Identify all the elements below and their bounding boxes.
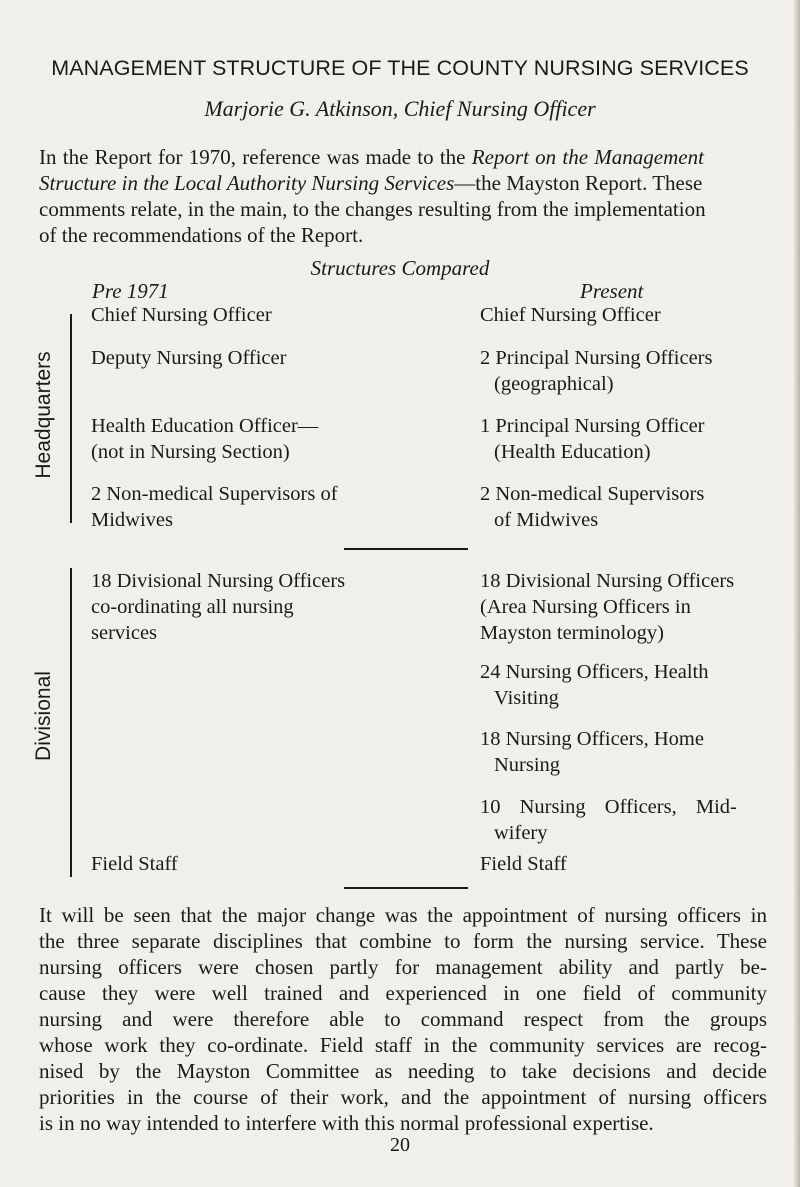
- page-number: 20: [390, 1134, 410, 1156]
- page-edge-shadow: [793, 0, 800, 1187]
- pre-health-education-officer: Health Education Officer— (not in Nursing Section): [91, 415, 319, 463]
- pre-supervisors-midwives: 2 Non-medical Supervisors of Midwives: [91, 483, 338, 531]
- table-end-rule: [344, 887, 468, 889]
- divisional-bracket-line: [70, 568, 72, 877]
- present-supervisors-midwives: 2 Non-medical Supervisors of Midwives: [480, 483, 705, 531]
- section-label-divisional: Divisional: [32, 671, 55, 761]
- section-label-headquarters: Headquarters: [32, 351, 55, 479]
- pre-field-staff: Field Staff: [91, 853, 178, 875]
- present-nursing-officers-midwifery: 10 Nursing Officers, Mid- wifery: [480, 796, 737, 844]
- author-line: Marjorie G. Atkinson, Chief Nursing Officer: [204, 96, 596, 121]
- present-principal-health-education: 1 Principal Nursing Officer (Health Education): [480, 415, 705, 463]
- table-caption: Structures Compared: [310, 256, 490, 280]
- report-title-part1: Report on the Management: [471, 145, 704, 169]
- report-title-part2: Structure in the Local Authority Nursing Services: [39, 171, 455, 195]
- present-divisional-nursing-officers: 18 Divisional Nursing Officers (Area Nursing Officers in Mayston terminology): [480, 570, 735, 644]
- present-nursing-officers-home-nursing: 18 Nursing Officers, Home Nursing: [480, 728, 704, 776]
- intro-paragraph: In the Report for 1970, reference was made to the Report on the Management Structure in the Local Authority Nursing Services—the Mayston Report. These comments relate, in the main, to the changes resulting from the implementation of the recommendations of the Report.: [39, 145, 706, 247]
- headquarters-bracket-line: [70, 314, 72, 523]
- present-field-staff: Field Staff: [480, 853, 567, 875]
- column-header-present: Present: [580, 279, 644, 303]
- present-chief-nursing-officer: Chief Nursing Officer: [480, 304, 661, 326]
- closing-paragraph: It will be seen that the major change was the appointment of nursing officers in the three separate disciplines that combine to form the nursing service. These nursing officers were chosen partly for management ability and partly be- cause they were well trained and experienced in one field of community nursing and were therefore able to command respect from the groups whose work they co-ordinate. Field staff in the community services are recog- nised by the Mayston Committee as needing to take decisions and decide priorities in the course of their work, and the appointment of nursing officers is in no way intended to interfere with this normal professional expertise.: [39, 903, 767, 1135]
- present-principal-nursing-officers: 2 Principal Nursing Officers (geographical): [480, 347, 713, 395]
- page-title: MANAGEMENT STRUCTURE OF THE COUNTY NURSING SERVICES: [51, 56, 749, 80]
- present-nursing-officers-health-visiting: 24 Nursing Officers, Health Visiting: [480, 661, 709, 709]
- pre-chief-nursing-officer: Chief Nursing Officer: [91, 304, 272, 326]
- pre-deputy-nursing-officer: Deputy Nursing Officer: [91, 347, 287, 369]
- section-divider-rule: [344, 548, 468, 550]
- column-header-pre-1971: Pre 1971: [92, 279, 169, 303]
- pre-divisional-nursing-officers: 18 Divisional Nursing Officers co-ordinating all nursing services: [91, 570, 346, 644]
